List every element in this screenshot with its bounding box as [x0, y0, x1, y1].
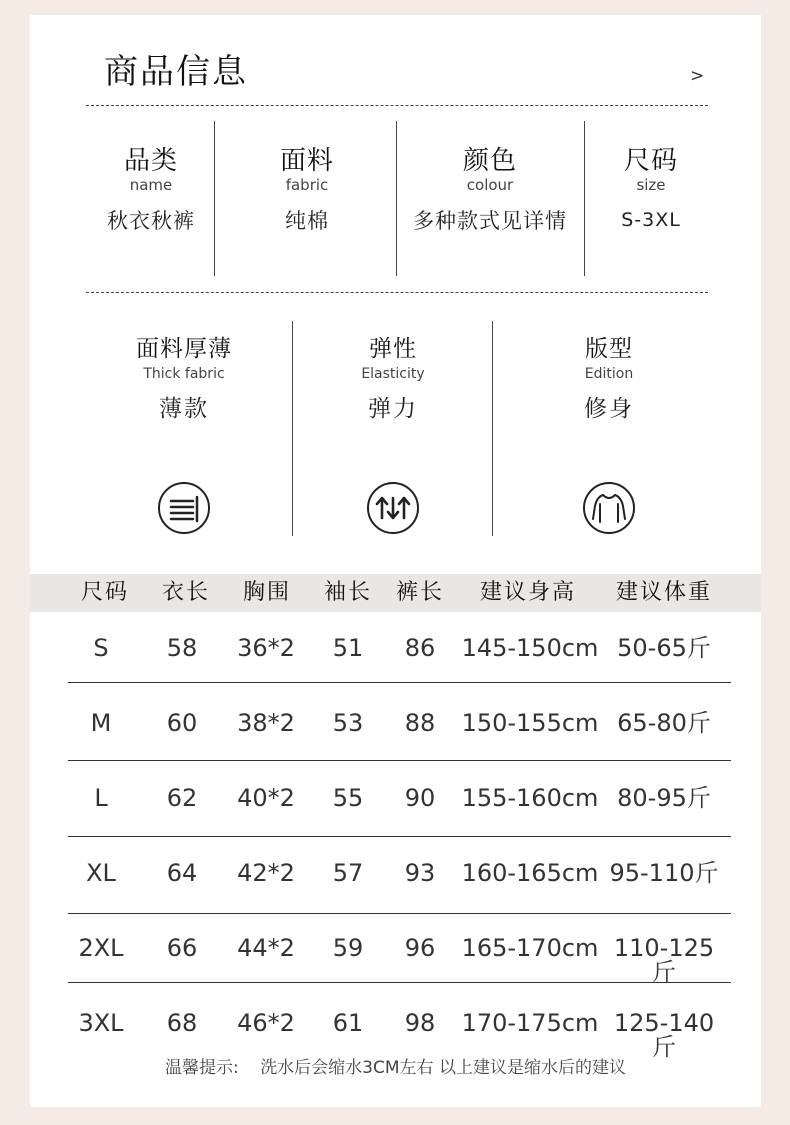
- info-size-value: S-3XL: [621, 209, 681, 231]
- cell-length: 66: [166, 934, 198, 962]
- cell-pants: 90: [404, 784, 436, 812]
- info-divider: [584, 121, 585, 276]
- cell-size: S: [93, 634, 109, 662]
- cell-weight: 125-140斤: [613, 1009, 715, 1061]
- feature-thickness-label-en: Thick fabric: [143, 366, 225, 382]
- cell-height: 155-160cm: [461, 784, 599, 812]
- cell-weight: 50-65斤: [617, 634, 711, 662]
- size-table-header: [30, 574, 761, 612]
- cell-weight: 110-125斤: [613, 934, 715, 986]
- header-weight: 建议体重: [615, 580, 712, 605]
- header-height: 建议身高: [479, 580, 576, 605]
- row-divider: [68, 836, 731, 837]
- care-note: [30, 1060, 761, 1077]
- cell-pants: 96: [404, 934, 436, 962]
- cell-sleeve: 53: [332, 709, 364, 737]
- cell-pants: 86: [404, 634, 436, 662]
- cell-sleeve: 61: [332, 1009, 364, 1037]
- feature-elasticity-value: 弹力: [368, 396, 418, 422]
- header-sleeve: 袖长: [323, 580, 372, 605]
- row-divider: [68, 913, 731, 914]
- feature-thickness: [114, 338, 254, 421]
- cell-size: 3XL: [78, 1009, 124, 1037]
- feature-edition-label-en: Edition: [584, 366, 634, 382]
- cell-sleeve: 59: [332, 934, 364, 962]
- cell-height: 170-175cm: [461, 1009, 599, 1037]
- cell-pants: 98: [404, 1009, 436, 1037]
- info-category-value: 秋衣秋裤: [107, 209, 195, 233]
- cell-sleeve: 57: [332, 859, 364, 887]
- cell-weight: 65-80斤: [617, 709, 711, 737]
- info-fabric: [240, 148, 374, 232]
- cell-chest: 40*2: [237, 784, 295, 812]
- cell-length: 62: [166, 784, 198, 812]
- header-length: 衣长: [161, 580, 210, 605]
- feature-edition: [538, 338, 680, 421]
- cell-size: XL: [86, 859, 116, 887]
- cell-height: 160-165cm: [461, 859, 599, 887]
- cell-height: 145-150cm: [461, 634, 599, 662]
- header-size: 尺码: [80, 580, 129, 605]
- feature-edition-label: 版型: [585, 336, 633, 362]
- info-colour: [404, 148, 576, 232]
- cell-chest: 36*2: [237, 634, 295, 662]
- row-divider: [68, 982, 731, 983]
- info-fabric-value: 纯棉: [285, 209, 329, 233]
- cell-sleeve: 55: [332, 784, 364, 812]
- fabric-layers-icon: [158, 482, 210, 534]
- info-divider: [214, 121, 215, 276]
- divider-middle: [86, 292, 708, 293]
- cell-length: 58: [166, 634, 198, 662]
- elasticity-arrows-icon: [367, 482, 419, 534]
- info-category: [100, 148, 202, 232]
- info-size-label: 尺码: [623, 146, 678, 176]
- info-fabric-label-en: fabric: [285, 176, 329, 194]
- cell-weight: 80-95斤: [617, 784, 711, 812]
- feature-elasticity-label: 弹性: [369, 336, 417, 362]
- sweater-icon: [583, 482, 635, 534]
- feature-thickness-value: 薄款: [159, 396, 209, 422]
- cell-size: M: [90, 709, 112, 737]
- info-colour-value: 多种款式见详情: [413, 209, 567, 233]
- feature-elasticity-label-en: Elasticity: [361, 366, 425, 382]
- care-note-label: 温馨提示:: [165, 1058, 239, 1078]
- feature-elasticity: [322, 338, 464, 421]
- chevron-right-icon[interactable]: >: [690, 66, 705, 86]
- feature-edition-value: 修身: [584, 396, 634, 422]
- info-size-label-en: size: [636, 176, 666, 194]
- header-pants: 裤长: [395, 580, 444, 605]
- info-fabric-label: 面料: [279, 146, 334, 176]
- cell-chest: 38*2: [237, 709, 295, 737]
- cell-length: 64: [166, 859, 198, 887]
- product-info-card: [30, 15, 761, 1107]
- cell-size: 2XL: [78, 934, 124, 962]
- row-divider: [68, 760, 731, 761]
- care-note-text: 洗水后会缩水3CM左右 以上建议是缩水后的建议: [260, 1058, 626, 1078]
- info-divider: [396, 121, 397, 276]
- info-category-label: 品类: [123, 146, 178, 176]
- cell-chest: 46*2: [237, 1009, 295, 1037]
- divider-top: [86, 105, 708, 106]
- cell-size: L: [94, 784, 108, 812]
- info-category-label-en: name: [129, 176, 173, 194]
- feature-divider: [492, 321, 493, 536]
- cell-length: 60: [166, 709, 198, 737]
- page-title: 商品信息: [104, 52, 248, 92]
- feature-thickness-label: 面料厚薄: [136, 336, 232, 362]
- cell-chest: 44*2: [237, 934, 295, 962]
- cell-pants: 93: [404, 859, 436, 887]
- cell-pants: 88: [404, 709, 436, 737]
- cell-height: 150-155cm: [461, 709, 599, 737]
- row-divider: [68, 682, 731, 683]
- cell-weight: 95-110斤: [609, 859, 719, 887]
- cell-height: 165-170cm: [461, 934, 599, 962]
- cell-length: 68: [166, 1009, 198, 1037]
- info-size: [590, 148, 712, 230]
- cell-chest: 42*2: [237, 859, 295, 887]
- feature-divider: [292, 321, 293, 536]
- info-colour-label: 颜色: [462, 146, 517, 176]
- header-chest: 胸围: [242, 580, 291, 605]
- cell-sleeve: 51: [332, 634, 364, 662]
- info-colour-label-en: colour: [466, 176, 514, 194]
